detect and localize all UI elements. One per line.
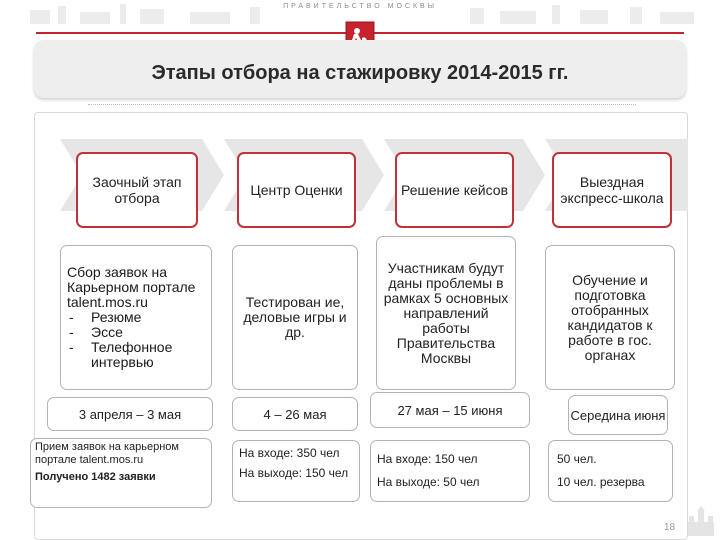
stage-2-note bbox=[239, 447, 348, 480]
stage-4-note-line-1: 50 чел. bbox=[557, 452, 597, 466]
stage-2-label-box bbox=[237, 152, 356, 228]
stage-3-note-line-2: На выходе: 50 чел bbox=[377, 475, 480, 489]
stage-4-note-line-2: 10 чел. резерва bbox=[557, 475, 645, 489]
stage-1-date-box bbox=[47, 397, 213, 431]
org-name: ПРАВИТЕЛЬСТВО МОСКВЫ bbox=[283, 3, 437, 10]
stage-1-label-box bbox=[76, 152, 198, 228]
stage-1-date: 3 апреля – 3 мая bbox=[78, 406, 182, 422]
stage-3-description: Участникам будут даны проблемы в рамках 5 основных направлений работы Правительства Москвы bbox=[383, 259, 509, 366]
kremlin-watermark-icon bbox=[684, 506, 718, 536]
stage-4-date-box bbox=[568, 395, 668, 435]
stage-1-note bbox=[35, 441, 207, 484]
stage-4-description-box bbox=[545, 245, 675, 390]
stage-3-date: 27 мая – 15 июня bbox=[397, 402, 503, 418]
stage-4-note bbox=[557, 453, 645, 489]
stage-3-label: Решение кейсов bbox=[400, 182, 509, 198]
stage-2-note-box bbox=[232, 440, 360, 502]
page-number: 18 bbox=[664, 522, 676, 533]
stage-3-note-box bbox=[370, 440, 530, 502]
stage-1-note-bold: Получено 1482 заявки bbox=[35, 471, 156, 483]
stage-4-description: Обучение и подготовка отобранных кандидатов к работе в гос. органах bbox=[567, 271, 653, 363]
stage-1-description-text: Сбор заявок на Карьерном портале talent.mos.ru bbox=[67, 264, 196, 310]
stage-1-note-line: Прием заявок на карьерном портале talent.mos.ru bbox=[35, 441, 179, 466]
stage-3-label-box bbox=[395, 152, 514, 228]
stage-3-note-line-1: На входе: 150 чел bbox=[377, 452, 478, 466]
stage-2-date: 4 – 26 мая bbox=[263, 406, 327, 422]
stage-2-note-line-2: На выходе: 150 чел bbox=[239, 466, 349, 480]
stage-1-label: Заочный этап отбора bbox=[92, 174, 182, 206]
stage-4-label: Выездная экспресс-школа bbox=[560, 174, 664, 206]
stage-2-description-box bbox=[232, 245, 358, 390]
stage-1-description-box bbox=[60, 245, 212, 390]
stage-4-label-box bbox=[552, 152, 672, 228]
stage-3-date-box bbox=[370, 392, 530, 428]
list-item: - Телефонное интервью bbox=[69, 339, 173, 370]
stage-3-description-box bbox=[376, 236, 516, 390]
stage-4-note-box bbox=[548, 440, 673, 502]
stage-4-date: Середина июня bbox=[570, 407, 666, 423]
list-item: - Резюме bbox=[69, 309, 142, 325]
stage-2-note-line-1: На входе: 350 чел bbox=[239, 446, 340, 460]
page-title: Этапы отбора на стажировку 2014-2015 гг. bbox=[151, 62, 569, 84]
stage-1-note-box bbox=[30, 438, 212, 508]
stage-3-note bbox=[377, 453, 480, 489]
stage-2-date-box bbox=[232, 397, 358, 431]
stage-2-description: Тестирован ие, деловые игры и др. bbox=[243, 294, 347, 340]
list-item: - Эссе bbox=[69, 324, 123, 340]
stage-2-label: Центр Оценки bbox=[250, 182, 343, 198]
stage-1-description bbox=[61, 261, 211, 374]
